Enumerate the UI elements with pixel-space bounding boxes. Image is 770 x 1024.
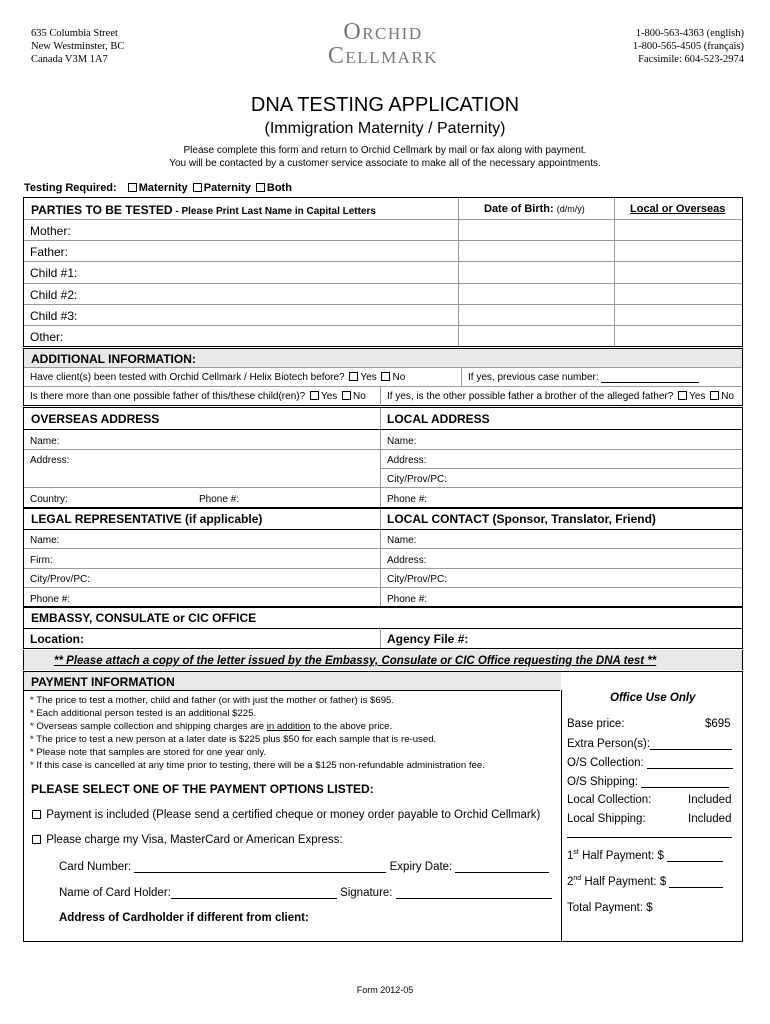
- extra-person-row: Extra Person(s):: [567, 737, 732, 750]
- multiple-fathers-no-checkbox[interactable]: [342, 391, 351, 400]
- card-number-row: Card Number: Expiry Date:: [59, 860, 549, 873]
- child-3-label: Child #3:: [30, 309, 78, 323]
- payment-section: [23, 671, 743, 942]
- address-line: 635 Columbia Street: [31, 28, 118, 39]
- addresses-section: [23, 407, 743, 508]
- orchid-cellmark-logo: [318, 20, 448, 68]
- form-subtitle: (Immigration Maternity / Paternity): [264, 120, 506, 137]
- both-checkbox[interactable]: [256, 183, 265, 192]
- additional-heading: ADDITIONAL INFORMATION:: [31, 352, 196, 366]
- testing-required-label: Testing Required:: [24, 182, 117, 194]
- prior-test-question: Have client(s) been tested with Orchid Cellmark / Helix Biotech before? Yes No: [30, 372, 406, 383]
- base-price-label: Base price:: [567, 718, 625, 730]
- maternity-label: Maternity: [138, 182, 188, 194]
- local-shipping-label: Local Shipping:: [567, 813, 646, 825]
- legal-name-label: Name:: [30, 535, 60, 546]
- lab-address: [31, 27, 124, 66]
- local-city-label: City/Prov/PC:: [387, 474, 448, 485]
- address-line: New Westminster, BC: [31, 41, 125, 52]
- contact-city-label: City/Prov/PC:: [387, 574, 448, 585]
- embassy-heading: EMBASSY, CONSULATE or CIC OFFICE: [31, 611, 257, 625]
- card-holder-row: Name of Card Holder: Signature:: [59, 886, 552, 899]
- testing-required: [24, 182, 292, 194]
- logo-line-1: Orchid: [343, 19, 423, 45]
- multiple-fathers-yes-checkbox[interactable]: [310, 391, 319, 400]
- expiry-date-field[interactable]: [455, 860, 549, 873]
- local-address-label: Address:: [387, 455, 427, 466]
- local-contact-heading: LOCAL CONTACT (Sponsor, Translator, Friend): [387, 512, 656, 526]
- payment-option-included: Payment is included (Please send a certified cheque or money order payable to Orchid Cellmark): [30, 809, 540, 821]
- case-number-field[interactable]: [601, 372, 699, 383]
- paternity-label: Paternity: [203, 182, 251, 194]
- local-shipping-value: Included: [688, 813, 732, 825]
- cardholder-address-label: Address of Cardholder if different from client:: [59, 912, 309, 924]
- logo-line-2: Cellmark: [327, 43, 439, 69]
- charge-card-checkbox[interactable]: [32, 835, 41, 844]
- second-half-payment-row: 2nd Half Payment: $: [567, 875, 723, 888]
- brother-yes-checkbox[interactable]: [678, 391, 687, 400]
- note-base-price: * The price to test a mother, child and father (or with just the mother or father) is $695.: [30, 695, 395, 706]
- local-phone-label: Phone #:: [387, 494, 428, 505]
- second-half-payment-field[interactable]: [669, 875, 723, 888]
- previous-case-number: If yes, previous case number:: [468, 372, 699, 383]
- local-overseas-header: Local or Overseas: [630, 203, 726, 215]
- contacts-section: [23, 508, 743, 607]
- embassy-letter-notice: ** Please attach a copy of the letter issued by the Embassy, Consulate or CIC Office requesting the DNA test **: [54, 655, 657, 667]
- legal-phone-label: Phone #:: [30, 594, 71, 605]
- other-label: Other:: [30, 330, 64, 344]
- total-payment-label: Total Payment: $: [567, 902, 653, 914]
- legal-firm-label: Firm:: [30, 555, 53, 566]
- contact-address-label: Address:: [387, 555, 427, 566]
- brother-no-checkbox[interactable]: [710, 391, 719, 400]
- form-title: DNA TESTING APPLICATION: [250, 94, 520, 116]
- local-address-heading: LOCAL ADDRESS: [387, 412, 490, 426]
- dob-header: Date of Birth: (d/m/y): [484, 203, 585, 215]
- note-storage: * Please note that samples are stored for one year only.: [30, 747, 267, 758]
- card-holder-field[interactable]: [171, 886, 337, 899]
- overseas-country-label: Country:: [30, 494, 68, 505]
- child-2-label: Child #2:: [30, 288, 78, 302]
- instruction-line: You will be contacted by a customer service associate to make all of the necessary appointments.: [169, 158, 601, 169]
- payment-notes: [30, 694, 485, 772]
- local-collection-label: Local Collection:: [567, 794, 652, 806]
- location-label: Location:: [30, 632, 84, 646]
- overseas-address-heading: OVERSEAS ADDRESS: [31, 412, 160, 426]
- mother-label: Mother:: [30, 224, 71, 238]
- payment-option-card: Please charge my Visa, MasterCard or American Express:: [30, 834, 343, 846]
- parties-heading: PARTIES TO BE TESTED - Please Print Last Name in Capital Letters: [31, 203, 376, 217]
- parties-table: [23, 197, 743, 347]
- os-collection-field[interactable]: [647, 756, 733, 769]
- first-half-payment-field[interactable]: [667, 849, 723, 862]
- instruction-line: Please complete this form and return to Orchid Cellmark by mail or fax along with payment.: [183, 145, 587, 156]
- local-name-label: Name:: [387, 436, 417, 447]
- note-overseas-charges: * Overseas sample collection and shipping charges are in addition to the above price.: [30, 721, 393, 732]
- brother-question: If yes, is the other possible father a brother of the alleged father? Yes No: [387, 391, 734, 402]
- note-later-date: * The price to test a new person at a later date is $225 plus $50 for each sample that is re-used.: [30, 734, 437, 745]
- payment-options-heading: PLEASE SELECT ONE OF THE PAYMENT OPTIONS LISTED:: [31, 782, 374, 796]
- phone-english: 1-800-563-4363 (english): [635, 28, 744, 39]
- signature-field[interactable]: [396, 886, 552, 899]
- os-shipping-field[interactable]: [641, 775, 729, 788]
- office-use-heading: Office Use Only: [610, 692, 696, 704]
- first-half-payment-row: 1st Half Payment: $: [567, 849, 723, 862]
- os-shipping-row: O/S Shipping:: [567, 775, 729, 788]
- extra-person-field[interactable]: [650, 737, 732, 750]
- overseas-phone-label: Phone #:: [199, 494, 240, 505]
- contact-name-label: Name:: [387, 535, 417, 546]
- os-collection-row: O/S Collection:: [567, 756, 733, 769]
- payment-heading: PAYMENT INFORMATION: [31, 675, 175, 689]
- lab-contact: [633, 27, 744, 66]
- prior-test-no-checkbox[interactable]: [381, 372, 390, 381]
- address-line: Canada V3M 1A7: [31, 54, 108, 65]
- fax-number: Facsimile: 604-523-2974: [638, 54, 744, 65]
- agency-file-label: Agency File #:: [387, 632, 469, 646]
- payment-included-checkbox[interactable]: [32, 810, 41, 819]
- overseas-address-label: Address:: [30, 455, 70, 466]
- father-label: Father:: [30, 245, 69, 259]
- prior-test-yes-checkbox[interactable]: [349, 372, 358, 381]
- phone-french: 1-800-565-4505 (français): [632, 41, 744, 52]
- legal-rep-heading: LEGAL REPRESENTATIVE (if applicable): [31, 512, 263, 526]
- note-additional-person: * Each additional person tested is an additional $225.: [30, 708, 257, 719]
- form-number: Form 2012-05: [356, 985, 414, 995]
- multiple-fathers-question: Is there more than one possible father of this/these child(ren)? Yes No: [30, 391, 366, 402]
- local-collection-value: Included: [688, 794, 732, 806]
- base-price-value: $695: [705, 718, 731, 730]
- paternity-checkbox[interactable]: [193, 183, 202, 192]
- contact-phone-label: Phone #:: [387, 594, 428, 605]
- note-cancellation: * If this case is cancelled at any time prior to testing, there will be a $125 non-refundable administration fee.: [30, 760, 485, 771]
- child-1-label: Child #1:: [30, 266, 78, 280]
- both-label: Both: [266, 182, 292, 194]
- legal-city-label: City/Prov/PC:: [30, 574, 91, 585]
- embassy-section: [23, 607, 743, 649]
- overseas-name-label: Name:: [30, 436, 60, 447]
- card-number-field[interactable]: [134, 860, 386, 873]
- additional-info: [23, 348, 743, 406]
- maternity-checkbox[interactable]: [128, 183, 137, 192]
- instructions: [0, 144, 770, 170]
